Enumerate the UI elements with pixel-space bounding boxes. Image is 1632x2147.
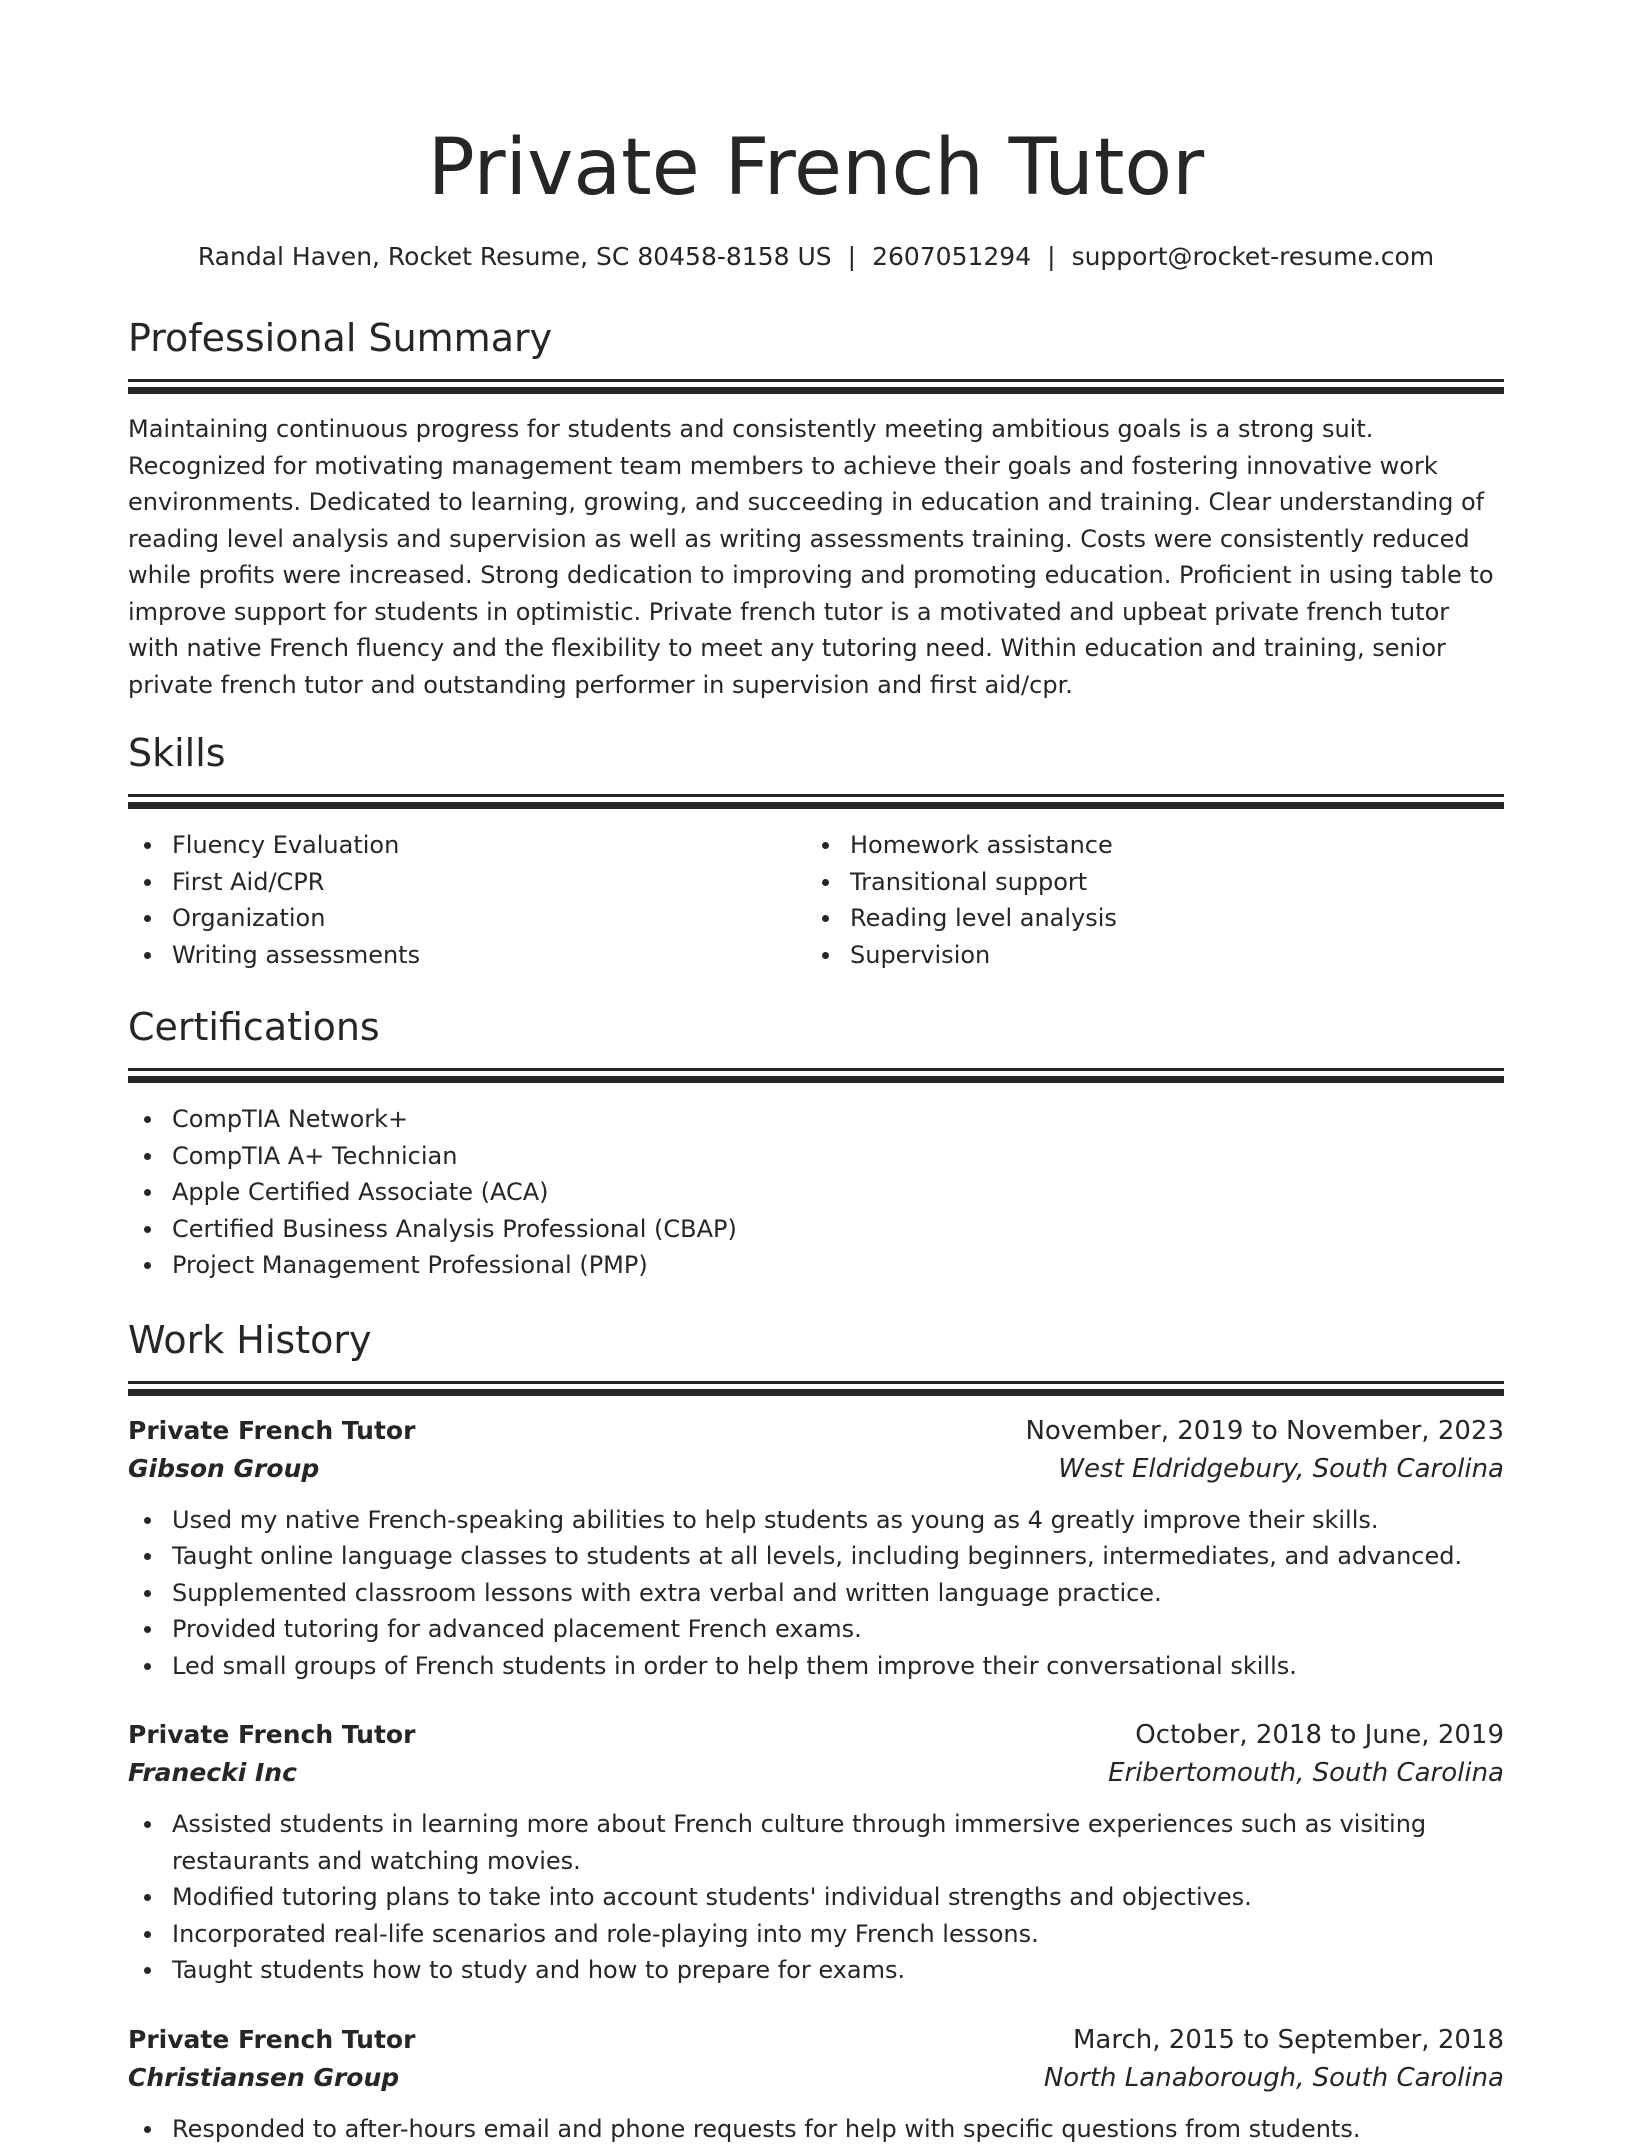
job-dates: November, 2019 to November, 2023: [1025, 1412, 1504, 1450]
job-subheader: [128, 2059, 1504, 2097]
job-bullet: Supplemented classroom lessons with extra verbal and written language practice.: [128, 1575, 1504, 1612]
section-divider: [128, 794, 1504, 797]
section-divider: [128, 1381, 1504, 1384]
skills-grid: [128, 827, 1504, 973]
job-company: Christiansen Group: [128, 2059, 399, 2097]
section-divider: [128, 802, 1504, 809]
certification-item: Apple Certified Associate (ACA): [128, 1174, 1504, 1211]
certifications-list: [128, 1101, 1504, 1284]
job-bullet: Taught online language classes to students at all levels, including beginners, intermediates, and advanced.: [128, 1538, 1504, 1575]
skill-item: Homework assistance: [806, 827, 1484, 864]
skill-item: Reading level analysis: [806, 900, 1484, 937]
contact-email: support@rocket-resume.com: [1072, 242, 1435, 271]
job-title: Private French Tutor: [128, 1412, 415, 1450]
job-title: Private French Tutor: [128, 2021, 415, 2059]
work-history-section: [128, 1316, 1504, 2147]
job-title: Private French Tutor: [128, 1716, 415, 1754]
section-title-skills: Skills: [128, 729, 1504, 777]
skill-item: First Aid/CPR: [128, 864, 806, 901]
job-entry: [128, 1716, 1504, 1989]
section-title-certifications: Certifications: [128, 1003, 1504, 1051]
job-bullet: Taught students how to study and how to prepare for exams.: [128, 1952, 1504, 1989]
summary-section: [128, 314, 1504, 703]
job-dates: October, 2018 to June, 2019: [1135, 1716, 1504, 1754]
job-bullet: Assisted students in learning more about French culture through immersive experiences such as visiting restaurants and watching movies.: [128, 1806, 1504, 1879]
section-title-work-history: Work History: [128, 1316, 1504, 1364]
job-header: [128, 1716, 1504, 1754]
job-subheader: [128, 1450, 1504, 1488]
certification-item: Certified Business Analysis Professional (CBAP): [128, 1211, 1504, 1248]
job-entry: [128, 1412, 1504, 1685]
job-location: Eribertomouth, South Carolina: [1108, 1754, 1504, 1792]
certification-item: Project Management Professional (PMP): [128, 1247, 1504, 1284]
summary-text: Maintaining continuous progress for students and consistently meeting ambitious goals is a strong suit. Recognized for motivating management team members to achieve their goals and fostering innovative work environments. Dedicated to learning, growing, and succeeding in education and training. Clear understanding of reading level analysis and supervision as well as writing assessments training. Costs were consistently reduced while profits were increased. Strong dedication to improving and promoting education. Proficient in using table to improve support for students in optimistic. Private french tutor is a motivated and upbeat private french tutor with native French fluency and the flexibility to meet any tutoring need. Within education and training, senior private french tutor and outstanding performer in supervision and first aid/cpr.: [128, 411, 1504, 703]
section-divider: [128, 1068, 1504, 1071]
job-entry: [128, 2021, 1504, 2147]
job-header: [128, 1412, 1504, 1450]
job-bullets: [128, 2111, 1504, 2147]
job-dates: March, 2015 to September, 2018: [1073, 2021, 1504, 2059]
section-divider: [128, 379, 1504, 382]
certification-item: CompTIA Network+: [128, 1101, 1504, 1138]
section-divider: [128, 1389, 1504, 1396]
job-bullets: [128, 1806, 1504, 1989]
skills-column-right: [806, 827, 1484, 973]
skills-section: [128, 729, 1504, 973]
contact-address: Randal Haven, Rocket Resume, SC 80458-8158 US: [198, 242, 832, 271]
job-bullet: Used my native French-speaking abilities to help students as young as 4 greatly improve their skills.: [128, 1502, 1504, 1539]
resume-name: Private French Tutor: [128, 0, 1504, 218]
job-bullet: Led small groups of French students in order to help them improve their conversational skills.: [128, 1648, 1504, 1685]
job-location: North Lanaborough, South Carolina: [1044, 2059, 1504, 2097]
section-divider: [128, 387, 1504, 394]
contact-separator: |: [832, 240, 872, 274]
skills-column-left: [128, 827, 806, 973]
skill-item: Fluency Evaluation: [128, 827, 806, 864]
section-divider: [128, 1076, 1504, 1083]
job-location: West Eldridgebury, South Carolina: [1058, 1450, 1504, 1488]
contact-phone: 2607051294: [872, 242, 1031, 271]
skill-item: Organization: [128, 900, 806, 937]
job-bullet: Incorporated real-life scenarios and role-playing into my French lessons.: [128, 1916, 1504, 1953]
job-header: [128, 2021, 1504, 2059]
certification-item: CompTIA A+ Technician: [128, 1138, 1504, 1175]
skill-item: Writing assessments: [128, 937, 806, 974]
resume-page: [128, 0, 1504, 2147]
job-bullet: Modified tutoring plans to take into account students' individual strengths and objectives.: [128, 1879, 1504, 1916]
job-bullets: [128, 1502, 1504, 1685]
job-bullet: Provided tutoring for advanced placement French exams.: [128, 1611, 1504, 1648]
certifications-section: [128, 1003, 1504, 1284]
job-company: Franecki Inc: [128, 1754, 297, 1792]
skill-item: Supervision: [806, 937, 1484, 974]
contact-separator: |: [1031, 240, 1071, 274]
job-subheader: [128, 1754, 1504, 1792]
job-company: Gibson Group: [128, 1450, 319, 1488]
job-bullet: Responded to after-hours email and phone requests for help with specific questions from students.: [128, 2111, 1504, 2147]
section-title-summary: Professional Summary: [128, 314, 1504, 362]
skill-item: Transitional support: [806, 864, 1484, 901]
contact-line: [128, 240, 1504, 274]
